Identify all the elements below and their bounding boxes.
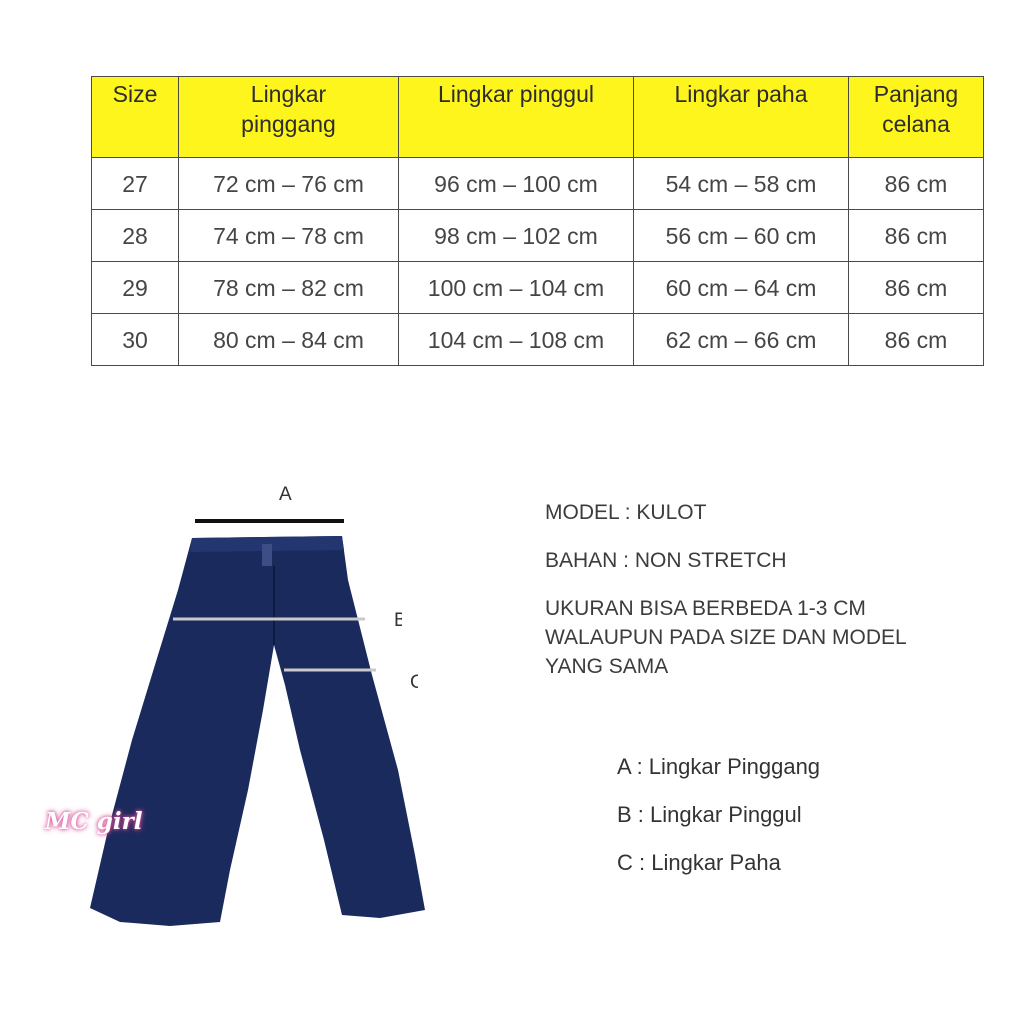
table-cell: 80 cm – 84 cm: [179, 314, 399, 366]
legend-item-c: C : Lingkar Paha: [617, 850, 781, 875]
watermark-logo: MC girl: [45, 808, 143, 835]
table-row: [92, 262, 984, 314]
header-panjang-celana: Panjang celana: [849, 77, 984, 158]
product-info: [545, 498, 907, 681]
table-cell: 104 cm – 108 cm: [399, 314, 634, 366]
size-chart-table: [91, 76, 984, 366]
pants-body: [90, 536, 425, 926]
legend-item-b: B : Lingkar Pinggul: [617, 802, 802, 827]
label-b: B: [394, 610, 407, 631]
table-cell: 98 cm – 102 cm: [399, 210, 634, 262]
table-cell: 54 cm – 58 cm: [634, 158, 849, 210]
size-note: [545, 594, 907, 681]
table-row: [92, 158, 984, 210]
header-lingkar-pinggul: Lingkar pinggul: [399, 77, 634, 158]
table-cell: 60 cm – 64 cm: [634, 262, 849, 314]
material-text: BAHAN : NON STRETCH: [545, 549, 787, 572]
header-size: Size: [92, 77, 179, 158]
table-cell: 100 cm – 104 cm: [399, 262, 634, 314]
table-cell: 72 cm – 76 cm: [179, 158, 399, 210]
table-cell: 86 cm: [849, 262, 984, 314]
kulot-pants-diagram: [80, 470, 460, 940]
table-cell: 29: [92, 262, 179, 314]
table-header-row: [92, 77, 984, 158]
button-fly: [262, 544, 272, 566]
table-cell: 86 cm: [849, 158, 984, 210]
table-cell: 96 cm – 100 cm: [399, 158, 634, 210]
table-cell: 86 cm: [849, 210, 984, 262]
header-lingkar-pinggang: Lingkar pinggang: [179, 77, 399, 158]
table-cell: 27: [92, 158, 179, 210]
table-row: [92, 210, 984, 262]
table-cell: 62 cm – 66 cm: [634, 314, 849, 366]
table-cell: 30: [92, 314, 179, 366]
label-a: A: [279, 484, 292, 505]
size-note-line: UKURAN BISA BERBEDA 1-3 CM: [545, 597, 866, 620]
measurement-legend: [617, 752, 820, 896]
label-c: C: [410, 672, 424, 693]
table-cell: 74 cm – 78 cm: [179, 210, 399, 262]
size-note-line: WALAUPUN PADA SIZE DAN MODEL: [545, 626, 907, 649]
size-note-line: YANG SAMA: [545, 655, 669, 678]
table-cell: 78 cm – 82 cm: [179, 262, 399, 314]
table-row: [92, 314, 984, 366]
header-lingkar-paha: Lingkar paha: [634, 77, 849, 158]
table-cell: 56 cm – 60 cm: [634, 210, 849, 262]
model-text: MODEL : KULOT: [545, 501, 707, 524]
table-cell: 86 cm: [849, 314, 984, 366]
table-cell: 28: [92, 210, 179, 262]
legend-item-a: A : Lingkar Pinggang: [617, 754, 821, 779]
